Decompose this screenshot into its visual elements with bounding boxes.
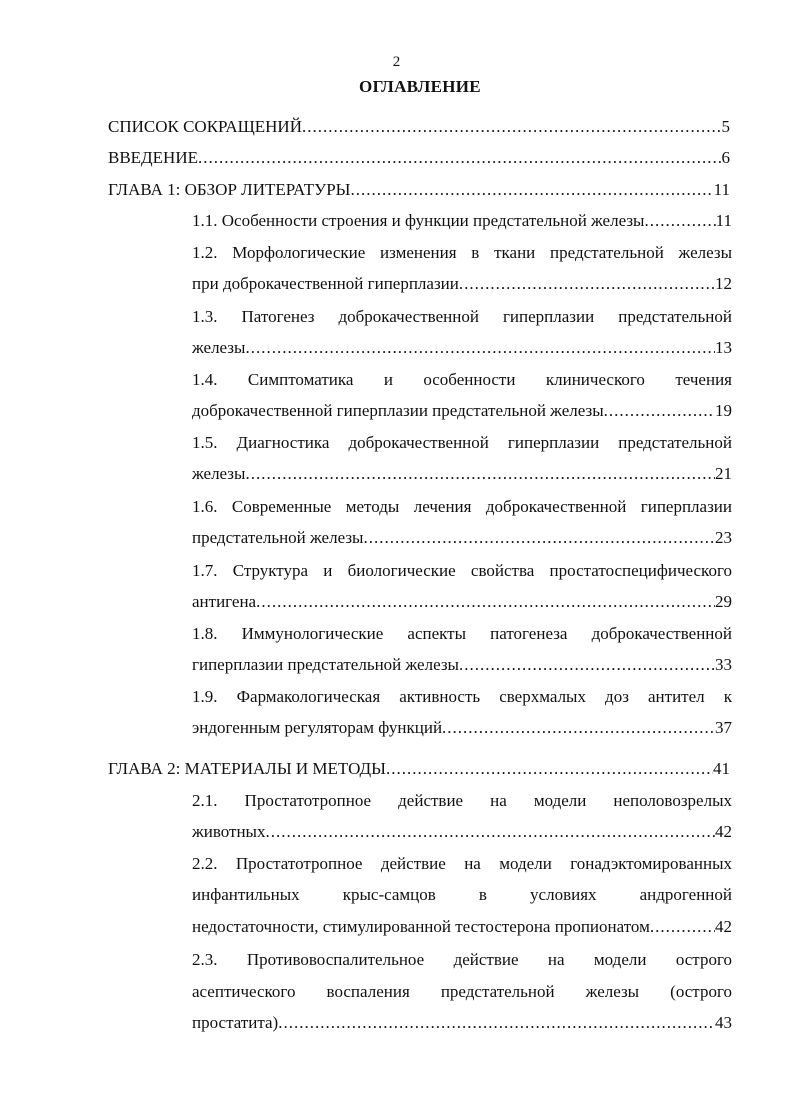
toc-leader-dots <box>459 273 715 295</box>
toc-entry-1-4-line1: 1.4. Симптоматика и особенности клинического течения <box>192 370 732 389</box>
toc-entry-title: ГЛАВА 1: ОБЗОР ЛИТЕРАТУРЫ <box>108 180 351 199</box>
toc-entry-title: ВВЕДЕНИЕ <box>108 148 198 167</box>
toc-entry-title: при доброкачественной гиперплазии <box>192 274 459 293</box>
toc-leader-dots <box>265 821 715 843</box>
toc-leader-dots <box>256 591 715 613</box>
toc-entry-1-2 <box>192 273 732 295</box>
toc-page-number: 29 <box>715 592 732 611</box>
toc-entry-2-2-line1: 2.2. Простатотропное действие на модели гонадэктомированных <box>192 854 732 873</box>
toc-entry-title: эндогенным регуляторам функций <box>192 718 443 737</box>
toc-leader-dots <box>278 1012 715 1034</box>
toc-page-number: 11 <box>713 180 730 199</box>
toc-page-number: 33 <box>715 655 732 674</box>
toc-entry-chapter-2 <box>108 758 730 780</box>
toc-page-number: 42 <box>715 822 732 841</box>
toc-entry-2-3-line2: асептического воспаления предстательной железы (острого <box>192 982 732 1001</box>
toc-leader-dots <box>351 179 714 201</box>
toc-page-number: 6 <box>721 148 730 167</box>
toc-entry-1-6 <box>192 527 732 549</box>
toc-entry-title: 1.1. Особенности строения и функции предстательной железы <box>192 211 645 230</box>
toc-entry-title: гиперплазии предстательной железы <box>192 655 459 674</box>
toc-entry-title: СПИСОК СОКРАЩЕНИЙ <box>108 117 302 136</box>
toc-leader-dots <box>442 717 715 739</box>
toc-entry-2-3 <box>192 1012 732 1034</box>
toc-page-number: 41 <box>713 759 730 778</box>
toc-leader-dots <box>386 758 713 780</box>
toc-page-number: 12 <box>715 274 732 293</box>
page-number: 2 <box>392 54 401 70</box>
toc-entry-abbreviations <box>108 116 730 138</box>
toc-leader-dots <box>245 337 715 359</box>
toc-entry-title: простатита) <box>192 1013 279 1032</box>
toc-entry-title: животных <box>192 822 266 841</box>
toc-entry-2-2-line2: инфантильных крыс-самцов в условиях андрогенной <box>192 885 732 904</box>
toc-entry-1-7 <box>192 591 732 613</box>
toc-leader-dots <box>644 210 715 232</box>
toc-entry-1-3-line1: 1.3. Патогенез доброкачественной гиперплазии предстательной <box>192 307 732 326</box>
toc-page-number: 43 <box>715 1013 732 1032</box>
toc-entry-2-3-line1: 2.3. Противовоспалительное действие на модели острого <box>192 950 732 969</box>
toc-entry-1-9 <box>192 717 732 739</box>
toc-leader-dots <box>650 916 715 938</box>
toc-entry-1-9-line1: 1.9. Фармакологическая активность сверхмалых доз антител к <box>192 687 732 706</box>
toc-page-number: 19 <box>715 401 732 420</box>
toc-entry-1-7-line1: 1.7. Структура и биологические свойства простатоспецифического <box>192 561 732 580</box>
toc-page-number: 5 <box>721 117 730 136</box>
toc-entry-1-4 <box>192 400 732 422</box>
toc-entry-1-5-line1: 1.5. Диагностика доброкачественной гиперплазии предстательной <box>192 433 732 452</box>
toc-entry-title: предстательной железы <box>192 528 364 547</box>
toc-entry-title: доброкачественной гиперплазии предстательной железы <box>192 401 604 420</box>
toc-entry-1-3 <box>192 337 732 359</box>
toc-entry-1-8 <box>192 654 732 676</box>
toc-entry-title: железы <box>192 464 246 483</box>
toc-leader-dots <box>363 527 715 549</box>
toc-leader-dots <box>302 116 722 138</box>
toc-leader-dots <box>459 654 715 676</box>
toc-entry-title: недостаточности, стимулированной тестостерона пропионатом <box>192 917 650 936</box>
toc-entry-2-1 <box>192 821 732 843</box>
toc-page-number: 11 <box>715 211 732 230</box>
toc-leader-dots <box>198 147 722 169</box>
toc-page-number: 23 <box>715 528 732 547</box>
toc-entry-introduction <box>108 147 730 169</box>
toc-page-number: 42 <box>715 917 732 936</box>
toc-entry-1-8-line1: 1.8. Иммунологические аспекты патогенеза доброкачественной <box>192 624 732 643</box>
toc-entry-1-2-line1: 1.2. Морфологические изменения в ткани предстательной железы <box>192 243 732 262</box>
toc-leader-dots <box>604 400 715 422</box>
toc-page-number: 37 <box>715 718 732 737</box>
toc-entry-1-1 <box>192 210 732 232</box>
toc-leader-dots <box>245 463 715 485</box>
toc-entry-title: ГЛАВА 2: МАТЕРИАЛЫ И МЕТОДЫ <box>108 759 386 778</box>
toc-entry-1-5 <box>192 463 732 485</box>
toc-entry-2-1-line1: 2.1. Простатотропное действие на модели неполовозрелых <box>192 791 732 810</box>
toc-page-number: 13 <box>715 338 732 357</box>
toc-entry-2-2 <box>192 916 732 938</box>
toc-page-number: 21 <box>715 464 732 483</box>
toc-entry-1-6-line1: 1.6. Современные методы лечения доброкачественной гиперплазии <box>192 497 732 516</box>
toc-entry-title: антигена <box>192 592 257 611</box>
toc-entry-title: железы <box>192 338 246 357</box>
toc-entry-chapter-1 <box>108 179 730 201</box>
page-title: ОГЛАВЛЕНИЕ <box>359 77 481 96</box>
